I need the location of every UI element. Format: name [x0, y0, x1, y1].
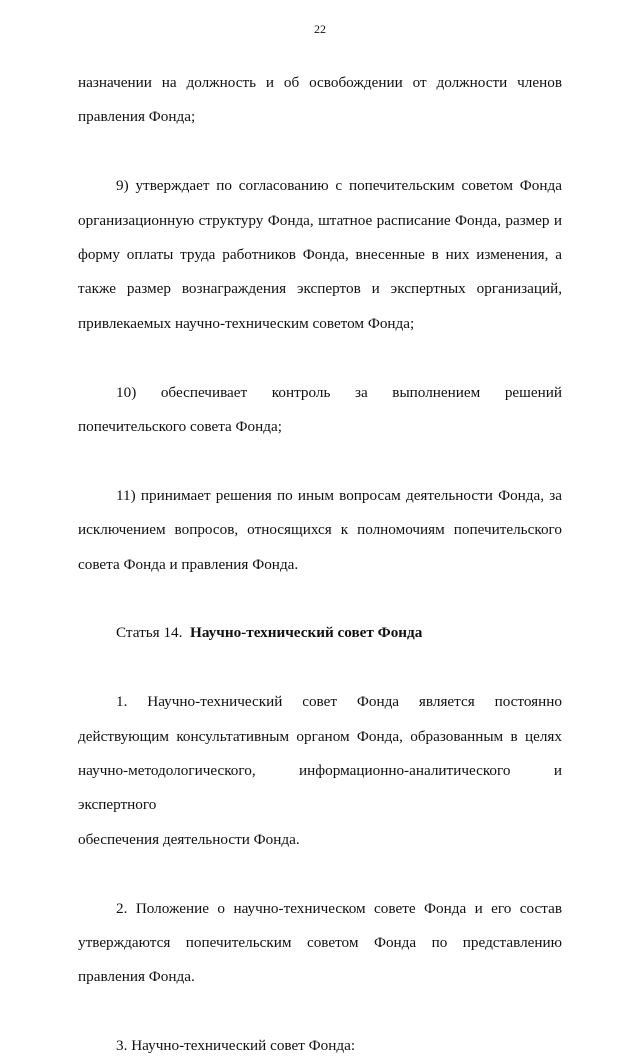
text-line: утверждаются попечительским советом Фонда по представлению: [78, 934, 562, 952]
paragraph-item-10: [78, 376, 562, 445]
article-title: Научно-технический совет Фонда: [190, 624, 423, 642]
article-label: Статья 14.: [116, 624, 183, 642]
paragraph-article-14-item-2: [78, 892, 562, 995]
text-line: 10) обеспечивает контроль за выполнением решений: [116, 383, 562, 401]
text-line: 3. Научно-технический совет Фонда:: [116, 1037, 356, 1055]
paragraph-article-14-item-1: [78, 685, 562, 857]
paragraph-gap: [78, 995, 562, 1029]
paragraph-item-9: [78, 169, 562, 341]
paragraph-gap: [78, 651, 562, 685]
text-line: правления Фонда;: [78, 108, 196, 126]
paragraph-appointment-continuation: [78, 66, 562, 135]
text-line: обеспечения деятельности Фонда.: [78, 830, 300, 848]
article-heading: [78, 616, 562, 650]
paragraph-gap: [78, 135, 562, 169]
text-line: 1. Научно-технический совет Фонда является постоянно: [116, 693, 562, 711]
paragraph-gap: [78, 444, 562, 478]
paragraph-gap: [78, 857, 562, 891]
text-line: 2. Положение о научно-техническом совете Фонда и его состав: [116, 899, 562, 917]
text-line: правления Фонда.: [78, 968, 195, 986]
text-line: исключением вопросов, относящихся к полномочиям попечительского: [78, 521, 562, 539]
text-line: 9) утверждает по согласованию с попечительским советом Фонда: [116, 177, 562, 195]
text-line: назначении на должность и об освобождении от должности членов: [78, 74, 562, 91]
text-line: организационную структуру Фонда, штатное расписание Фонда, размер и: [78, 211, 562, 229]
document-body: [78, 66, 562, 1064]
paragraph-item-11: [78, 479, 562, 582]
text-line: попечительского совета Фонда;: [78, 418, 282, 436]
paragraph-gap: [78, 582, 562, 616]
paragraph-gap: [78, 341, 562, 375]
text-line: 11) принимает решения по иным вопросам деятельности Фонда, за: [116, 486, 562, 504]
text-line: форму оплаты труда работников Фонда, внесенные в них изменения, а: [78, 246, 562, 264]
text-line: совета Фонда и правления Фонда.: [78, 555, 299, 573]
text-line: привлекаемых научно-техническим советом Фонда;: [78, 314, 415, 332]
text-line: научно-методологического, информационно-аналитического и экспертного: [78, 762, 562, 814]
paragraph-article-14-item-3: [78, 1029, 562, 1063]
text-line: также размер вознаграждения экспертов и экспертных организаций,: [78, 280, 562, 298]
text-line: действующим консультативным органом Фонда, образованным в целях: [78, 727, 562, 745]
page-number: 22: [314, 22, 326, 36]
